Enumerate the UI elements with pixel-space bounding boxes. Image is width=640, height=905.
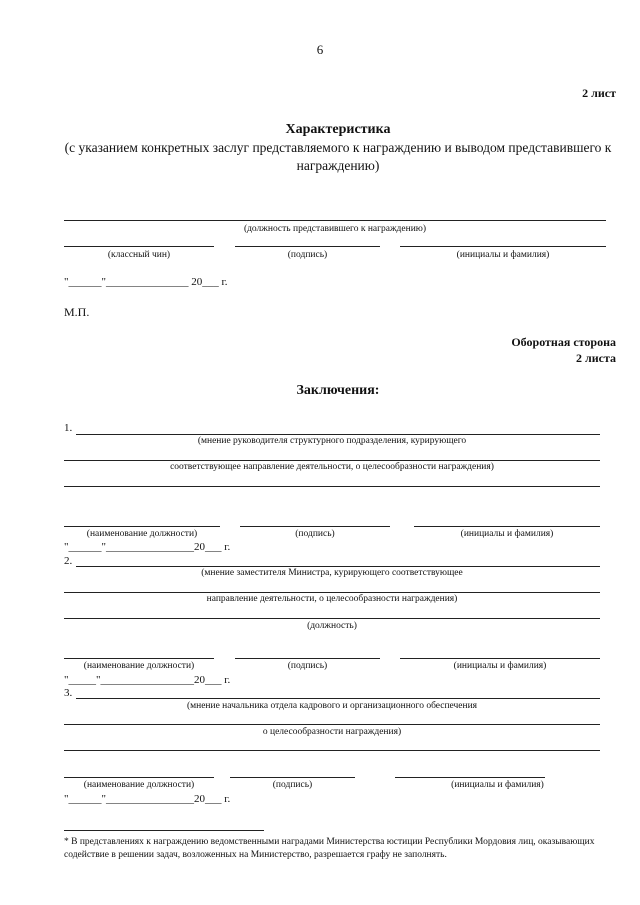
conclusion-3-position-line[interactable]: [64, 777, 214, 778]
conclusion-2-caption-c: (должность): [307, 621, 357, 631]
conclusions-title: Заключения:: [296, 383, 380, 398]
conclusion-2-caption-a: (мнение заместителя Министра, курирующего соответствующее: [201, 568, 463, 578]
signature-caption: (подпись): [287, 250, 328, 260]
initials-line[interactable]: [400, 246, 606, 247]
conclusion-3-position-caption: (наименование должности): [83, 780, 195, 790]
class-rank-caption: (классный чин): [107, 250, 171, 260]
conclusion-1-position-caption: (наименование должности): [86, 529, 198, 539]
document-title: Характеристика: [285, 122, 391, 137]
position-caption: (должность представившего к награждению): [243, 224, 427, 234]
conclusion-2-signature-line[interactable]: [235, 658, 380, 659]
conclusion-3-number: 3.: [64, 687, 73, 699]
conclusion-2-number: 2.: [64, 555, 73, 567]
conclusion-3-date[interactable]: "______"________________20___ г.: [64, 793, 231, 805]
conclusion-1-number: 1.: [64, 422, 73, 434]
sheet-label: 2 лист: [582, 86, 616, 100]
conclusion-3-line-3[interactable]: [64, 750, 600, 751]
reverse-side-label: [511, 334, 616, 366]
conclusion-2-line-3[interactable]: [64, 618, 600, 619]
class-rank-line[interactable]: [64, 246, 214, 247]
conclusion-1-initials-line[interactable]: [414, 526, 600, 527]
conclusion-1-line-2[interactable]: [64, 460, 600, 461]
conclusion-1-initials-caption: (инициалы и фамилия): [460, 529, 554, 539]
date-line[interactable]: "______"_______________ 20___ г.: [64, 276, 228, 288]
conclusion-2-initials-caption: (инициалы и фамилия): [453, 661, 547, 671]
conclusion-1-caption-b: соответствующее направление деятельности, о целесообразности награждения): [170, 462, 494, 472]
footnote: * В представлениях к награждению ведомственными наградами Министерства юстиции Республики Мордовия лиц, оказывающих содействие в решении задач, возложенных на Министерство, разрешается графу не заполнять.: [64, 837, 595, 860]
conclusion-2-caption-b: направление деятельности, о целесообразности награждения): [206, 594, 458, 604]
reverse-side-line-2: 2 листа: [575, 351, 616, 365]
stamp-label: М.П.: [64, 305, 90, 319]
conclusion-3-initials-line[interactable]: [395, 777, 545, 778]
conclusion-2-date[interactable]: "_____"_________________20___ г.: [64, 674, 231, 686]
conclusion-1-date[interactable]: "______"________________20___ г.: [64, 541, 231, 553]
conclusion-1-signature-caption: (подпись): [295, 529, 335, 539]
conclusion-2-line[interactable]: [76, 566, 600, 567]
conclusion-2-initials-line[interactable]: [400, 658, 600, 659]
position-line[interactable]: [64, 220, 606, 221]
conclusion-1-line-3[interactable]: [64, 486, 600, 487]
initials-caption: (инициалы и фамилия): [456, 250, 550, 260]
footnote-divider: [64, 830, 264, 831]
conclusion-3-signature-caption: (подпись): [272, 780, 313, 790]
conclusion-2-position-caption: (наименование должности): [83, 661, 195, 671]
conclusion-1-signature-line[interactable]: [240, 526, 390, 527]
conclusion-2-position-line[interactable]: [64, 658, 214, 659]
conclusion-3-signature-line[interactable]: [230, 777, 355, 778]
reverse-side-line-1: Оборотная сторона: [511, 335, 616, 349]
conclusion-2-line-2[interactable]: [64, 592, 600, 593]
conclusion-3-line[interactable]: [76, 698, 600, 699]
conclusion-3-initials-caption: (инициалы и фамилия): [451, 780, 544, 790]
conclusion-3-caption-a: (мнение начальника отдела кадрового и организационного обеспечения: [186, 701, 478, 711]
signature-line[interactable]: [235, 246, 380, 247]
conclusion-3-line-2[interactable]: [64, 724, 600, 725]
page-number: 6: [316, 42, 324, 57]
conclusion-3-caption-b: о целесообразности награждения): [262, 727, 402, 737]
conclusion-2-signature-caption: (подпись): [287, 661, 328, 671]
conclusion-1-position-line[interactable]: [64, 526, 220, 527]
conclusion-1-line[interactable]: [76, 434, 600, 435]
conclusion-1-caption-a: (мнение руководителя структурного подразделения, курирующего: [197, 436, 467, 446]
document-subtitle: (с указанием конкретных заслуг представляемого к награждению и выводом представившего к награждению): [64, 140, 612, 173]
